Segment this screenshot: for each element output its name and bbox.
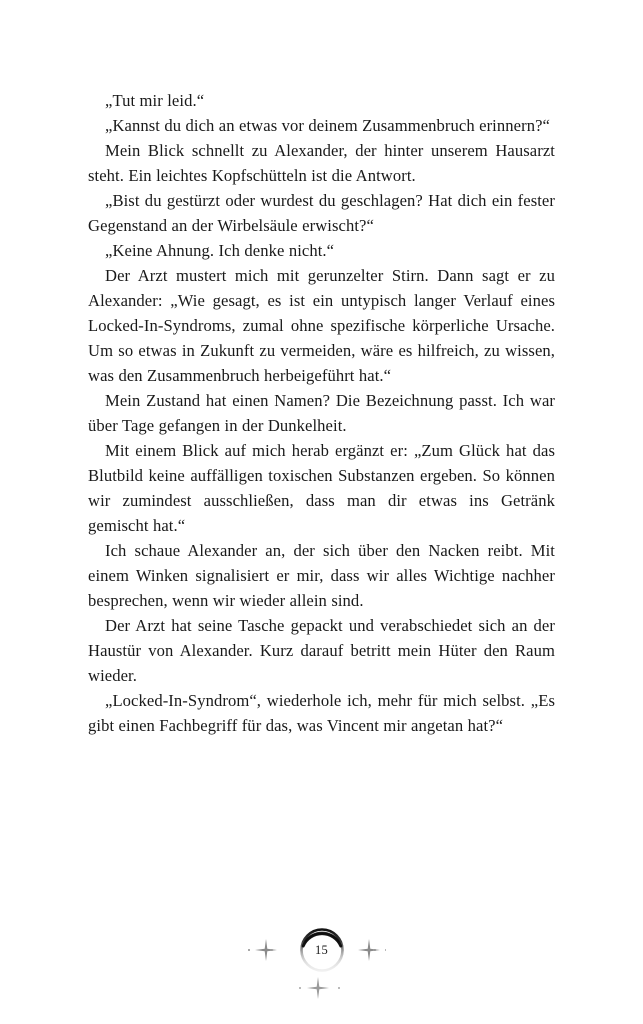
paragraph: „Keine Ahnung. Ich denke nicht.“ (105, 241, 335, 260)
paragraph: Ich schaue Alexander an, der sich über den Nacken reibt. Mit einem Winken signalisiert er mir, dass wir alles Wichtige nachher besprechen, wenn wir wieder allein sind. (88, 541, 555, 610)
ornament-dot (248, 949, 250, 951)
four-pointed-star-icon (307, 977, 329, 999)
four-pointed-star-icon (358, 939, 380, 961)
body-text (88, 88, 555, 738)
paragraph: Der Arzt hat seine Tasche gepackt und verabschiedet sich an der Haustür von Alexander. Kurz darauf betritt mein Hüter den Raum wieder. (88, 616, 555, 685)
paragraph: „Bist du gestürzt oder wurdest du geschlagen? Hat dich ein fester Gegenstand an der Wirbelsäule erwischt?“ (88, 191, 555, 235)
paragraph: Mit einem Blick auf mich herab ergänzt er: „Zum Glück hat das Blutbild keine auffälligen toxischen Substanzen ergeben. So können wir zumindest ausschließen, dass man dir etwas ins Getränk gemischt hat.“ (88, 441, 555, 535)
ornament-dot (385, 949, 387, 951)
four-pointed-star-icon (255, 939, 277, 961)
paragraph: „Locked-In-Syndrom“, wiederhole ich, mehr für mich selbst. „Es gibt einen Fachbegriff für das, was Vincent mir angetan hat?“ (88, 691, 555, 735)
paragraph: Mein Blick schnellt zu Alexander, der hinter unserem Hausarzt steht. Ein leichtes Kopfschütteln ist die Antwort. (88, 141, 555, 185)
paragraph: „Tut mir leid.“ (105, 91, 205, 110)
paragraph: Mein Zustand hat einen Namen? Die Bezeichnung passt. Ich war über Tage gefangen in der Dunkelheit. (88, 391, 555, 435)
ornament-dot (299, 987, 301, 989)
page-number: 15 (315, 942, 328, 957)
page-footer-ornament (0, 915, 643, 1010)
paragraph: Der Arzt mustert mich mit gerunzelter Stirn. Dann sagt er zu Alexander: „Wie gesagt, es ist ein untypisch langer Verlauf eines Locked-In-Syndroms, zumal ohne spezifische körperliche Ursache. Um so etwas in Zukunft zu vermeiden, wäre es hilfreich, zu wissen, was den Zusammenbruch herbeigeführt hat.“ (88, 266, 555, 385)
paragraph: „Kannst du dich an etwas vor deinem Zusammenbruch erinnern?“ (105, 116, 550, 135)
ornament-dot (374, 949, 376, 951)
ornament-dot (271, 949, 273, 951)
ornament-dot (338, 987, 340, 989)
